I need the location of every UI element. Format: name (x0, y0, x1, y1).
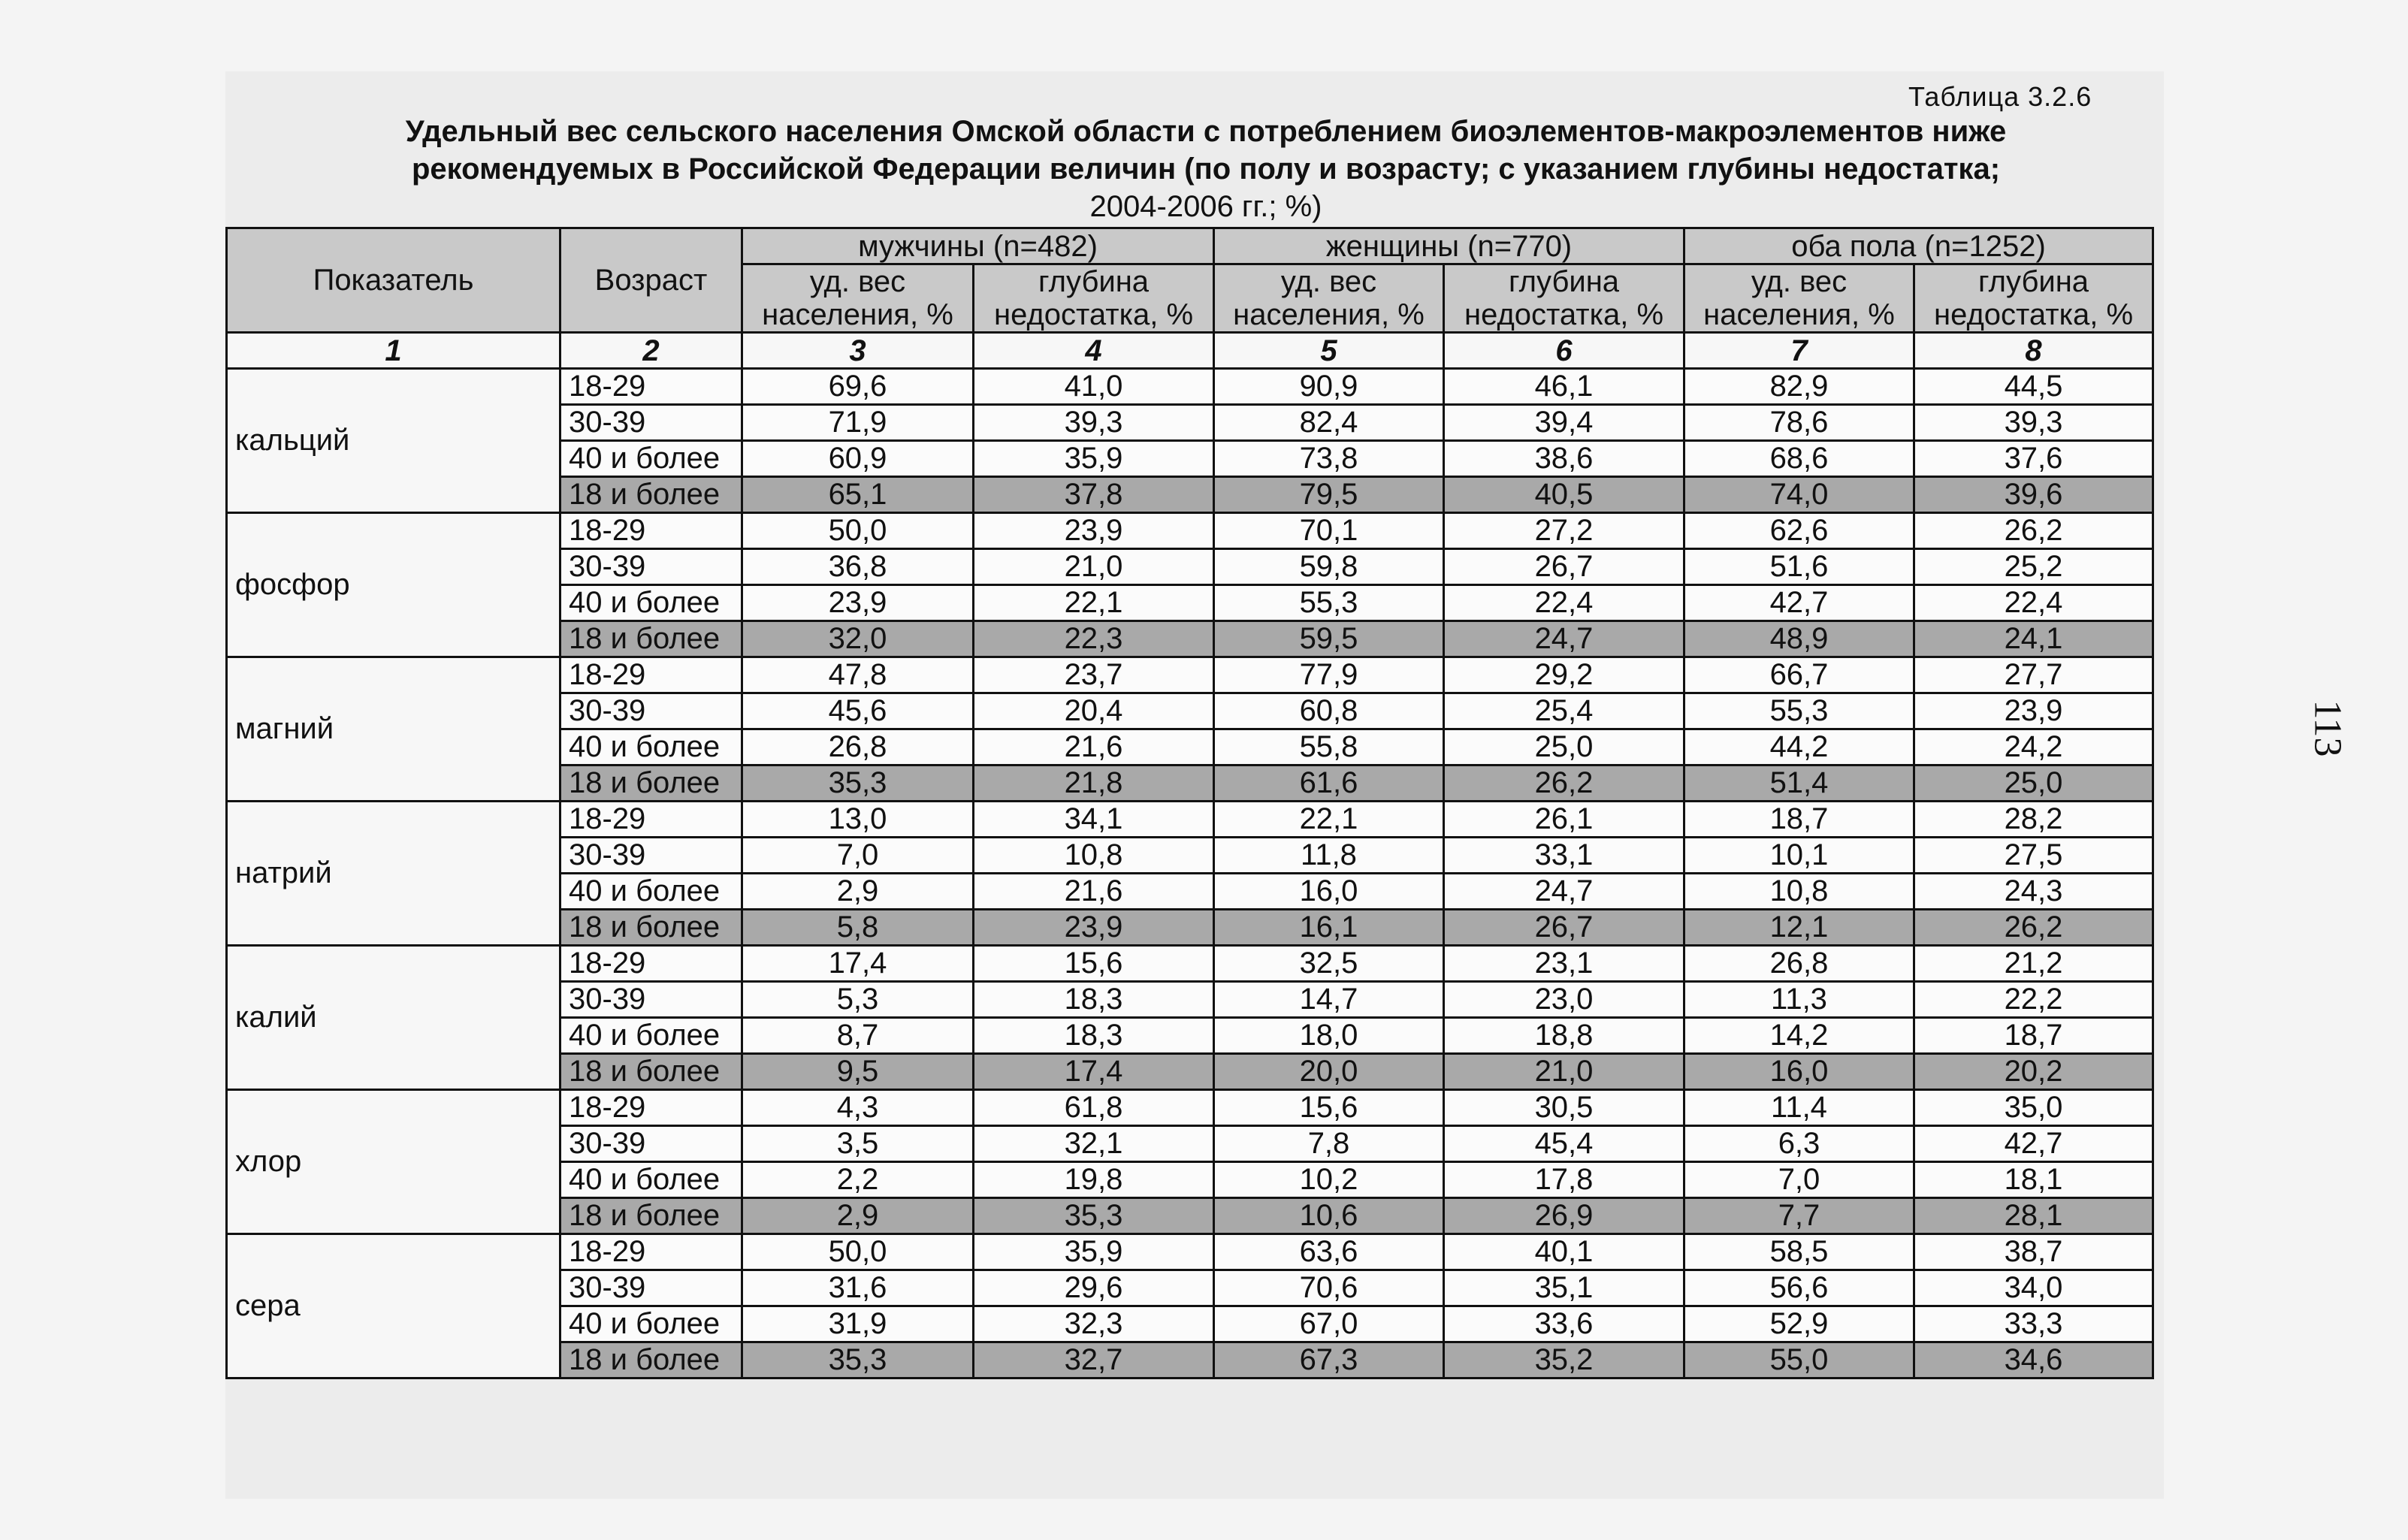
value-cell: 61,6 (1214, 765, 1444, 802)
value-cell: 22,1 (1214, 802, 1444, 838)
header-depth (1444, 264, 1684, 333)
value-cell: 11,8 (1214, 838, 1444, 874)
value-cell: 22,3 (974, 621, 1214, 657)
age-cell: 18 и более (560, 1198, 742, 1234)
value-cell: 33,1 (1444, 838, 1684, 874)
value-cell: 36,8 (742, 549, 974, 585)
value-cell: 65,1 (742, 477, 974, 513)
value-cell: 27,7 (1914, 657, 2153, 693)
value-cell: 11,3 (1684, 982, 1914, 1018)
age-cell: 18-29 (560, 369, 742, 405)
value-cell: 59,8 (1214, 549, 1444, 585)
header-share (742, 264, 974, 333)
value-cell: 23,0 (1444, 982, 1684, 1018)
value-cell: 5,3 (742, 982, 974, 1018)
header-group-men: мужчины (n=482) (742, 228, 1214, 264)
age-cell: 30-39 (560, 1270, 742, 1306)
age-cell: 30-39 (560, 693, 742, 729)
value-cell: 37,6 (1914, 441, 2153, 477)
header-share-l2: населения, % (1233, 298, 1425, 331)
value-cell: 25,0 (1914, 765, 2153, 802)
value-cell: 50,0 (742, 1234, 974, 1270)
value-cell: 22,2 (1914, 982, 2153, 1018)
age-cell: 30-39 (560, 1126, 742, 1162)
value-cell: 82,4 (1214, 405, 1444, 441)
value-cell: 16,1 (1214, 910, 1444, 946)
table-row (227, 1090, 2153, 1126)
value-cell: 23,9 (742, 585, 974, 621)
age-cell: 40 и более (560, 729, 742, 765)
value-cell: 24,3 (1914, 874, 2153, 910)
value-cell: 39,3 (1914, 405, 2153, 441)
age-cell: 40 и более (560, 1018, 742, 1054)
value-cell: 55,3 (1684, 693, 1914, 729)
age-cell: 30-39 (560, 982, 742, 1018)
value-cell: 27,2 (1444, 513, 1684, 549)
value-cell: 56,6 (1684, 1270, 1914, 1306)
value-cell: 7,8 (1214, 1126, 1444, 1162)
value-cell: 7,0 (742, 838, 974, 874)
value-cell: 2,2 (742, 1162, 974, 1198)
table-row (227, 946, 2153, 982)
value-cell: 18,1 (1914, 1162, 2153, 1198)
value-cell: 67,3 (1214, 1342, 1444, 1378)
table-row (227, 657, 2153, 693)
value-cell: 17,4 (974, 1054, 1214, 1090)
value-cell: 18,8 (1444, 1018, 1684, 1054)
value-cell: 28,1 (1914, 1198, 2153, 1234)
value-cell: 24,7 (1444, 621, 1684, 657)
value-cell: 7,0 (1684, 1162, 1914, 1198)
header-depth-l1: глубина (1977, 265, 2089, 298)
value-cell: 10,8 (974, 838, 1214, 874)
age-cell: 30-39 (560, 549, 742, 585)
column-number: 6 (1444, 333, 1684, 369)
age-cell: 18-29 (560, 1234, 742, 1270)
age-cell: 18-29 (560, 513, 742, 549)
value-cell: 7,7 (1684, 1198, 1914, 1234)
age-cell: 18-29 (560, 946, 742, 982)
value-cell: 67,0 (1214, 1306, 1444, 1342)
value-cell: 28,2 (1914, 802, 2153, 838)
value-cell: 13,0 (742, 802, 974, 838)
value-cell: 26,8 (742, 729, 974, 765)
value-cell: 37,8 (974, 477, 1214, 513)
value-cell: 25,0 (1444, 729, 1684, 765)
value-cell: 35,1 (1444, 1270, 1684, 1306)
indicator-cell: кальций (227, 369, 560, 513)
header-depth-l2: недостатка, % (1464, 298, 1664, 331)
value-cell: 10,1 (1684, 838, 1914, 874)
value-cell: 29,2 (1444, 657, 1684, 693)
value-cell: 41,0 (974, 369, 1214, 405)
value-cell: 60,9 (742, 441, 974, 477)
value-cell: 90,9 (1214, 369, 1444, 405)
header-share-l1: уд. вес (1280, 265, 1377, 298)
header-share (1214, 264, 1444, 333)
value-cell: 14,7 (1214, 982, 1444, 1018)
column-number: 1 (227, 333, 560, 369)
value-cell: 22,4 (1444, 585, 1684, 621)
value-cell: 15,6 (1214, 1090, 1444, 1126)
value-cell: 32,5 (1214, 946, 1444, 982)
value-cell: 8,7 (742, 1018, 974, 1054)
value-cell: 60,8 (1214, 693, 1444, 729)
age-cell: 18-29 (560, 802, 742, 838)
value-cell: 30,5 (1444, 1090, 1684, 1126)
column-number: 3 (742, 333, 974, 369)
header-depth-l1: глубина (1508, 265, 1620, 298)
header-group-both: оба пола (n=1252) (1684, 228, 2153, 264)
age-cell: 40 и более (560, 585, 742, 621)
value-cell: 51,6 (1684, 549, 1914, 585)
page-number: 113 (2306, 699, 2349, 757)
age-cell: 18-29 (560, 657, 742, 693)
value-cell: 35,2 (1444, 1342, 1684, 1378)
age-cell: 18 и более (560, 765, 742, 802)
indicator-cell: сера (227, 1234, 560, 1378)
value-cell: 17,4 (742, 946, 974, 982)
value-cell: 18,7 (1914, 1018, 2153, 1054)
value-cell: 71,9 (742, 405, 974, 441)
value-cell: 70,6 (1214, 1270, 1444, 1306)
value-cell: 18,7 (1684, 802, 1914, 838)
value-cell: 45,6 (742, 693, 974, 729)
value-cell: 2,9 (742, 874, 974, 910)
table-number: Таблица 3.2.6 (1908, 81, 2092, 112)
age-cell: 18 и более (560, 1054, 742, 1090)
value-cell: 63,6 (1214, 1234, 1444, 1270)
age-cell: 40 и более (560, 874, 742, 910)
value-cell: 58,5 (1684, 1234, 1914, 1270)
value-cell: 38,6 (1444, 441, 1684, 477)
column-number: 8 (1914, 333, 2153, 369)
value-cell: 33,6 (1444, 1306, 1684, 1342)
value-cell: 25,2 (1914, 549, 2153, 585)
indicator-cell: магний (227, 657, 560, 802)
macroelements-table (225, 227, 2154, 1379)
age-cell: 18 и более (560, 621, 742, 657)
value-cell: 9,5 (742, 1054, 974, 1090)
value-cell: 24,7 (1444, 874, 1684, 910)
header-share-l2: населения, % (1703, 298, 1895, 331)
value-cell: 35,0 (1914, 1090, 2153, 1126)
value-cell: 39,4 (1444, 405, 1684, 441)
header-depth (974, 264, 1214, 333)
value-cell: 62,6 (1684, 513, 1914, 549)
header-depth (1914, 264, 2153, 333)
value-cell: 26,2 (1444, 765, 1684, 802)
column-number: 7 (1684, 333, 1914, 369)
value-cell: 18,3 (974, 1018, 1214, 1054)
table-row (227, 369, 2153, 405)
value-cell: 24,2 (1914, 729, 2153, 765)
value-cell: 42,7 (1684, 585, 1914, 621)
header-indicator: Показатель (227, 228, 560, 333)
value-cell: 73,8 (1214, 441, 1444, 477)
value-cell: 34,0 (1914, 1270, 2153, 1306)
value-cell: 26,2 (1914, 910, 2153, 946)
value-cell: 25,4 (1444, 693, 1684, 729)
age-cell: 40 и более (560, 1162, 742, 1198)
table-caption (255, 113, 2156, 225)
value-cell: 21,8 (974, 765, 1214, 802)
value-cell: 4,3 (742, 1090, 974, 1126)
value-cell: 42,7 (1914, 1126, 2153, 1162)
value-cell: 18,3 (974, 982, 1214, 1018)
value-cell: 3,5 (742, 1126, 974, 1162)
value-cell: 20,4 (974, 693, 1214, 729)
value-cell: 26,8 (1684, 946, 1914, 982)
value-cell: 10,8 (1684, 874, 1914, 910)
value-cell: 55,0 (1684, 1342, 1914, 1378)
table-row (227, 513, 2153, 549)
value-cell: 52,9 (1684, 1306, 1914, 1342)
value-cell: 16,0 (1214, 874, 1444, 910)
value-cell: 23,1 (1444, 946, 1684, 982)
value-cell: 48,9 (1684, 621, 1914, 657)
value-cell: 10,2 (1214, 1162, 1444, 1198)
value-cell: 35,9 (974, 441, 1214, 477)
value-cell: 47,8 (742, 657, 974, 693)
value-cell: 17,8 (1444, 1162, 1684, 1198)
value-cell: 59,5 (1214, 621, 1444, 657)
header-group-women: женщины (n=770) (1214, 228, 1684, 264)
value-cell: 61,8 (974, 1090, 1214, 1126)
header-depth-l2: недостатка, % (993, 298, 1194, 331)
value-cell: 74,0 (1684, 477, 1914, 513)
value-cell: 33,3 (1914, 1306, 2153, 1342)
value-cell: 26,2 (1914, 513, 2153, 549)
value-cell: 21,2 (1914, 946, 2153, 982)
value-cell: 23,9 (974, 513, 1214, 549)
value-cell: 77,9 (1214, 657, 1444, 693)
value-cell: 22,4 (1914, 585, 2153, 621)
value-cell: 55,8 (1214, 729, 1444, 765)
value-cell: 44,2 (1684, 729, 1914, 765)
value-cell: 24,1 (1914, 621, 2153, 657)
value-cell: 18,0 (1214, 1018, 1444, 1054)
age-cell: 18 и более (560, 910, 742, 946)
column-number: 5 (1214, 333, 1444, 369)
column-number: 4 (974, 333, 1214, 369)
value-cell: 39,3 (974, 405, 1214, 441)
value-cell: 32,1 (974, 1126, 1214, 1162)
table-row (227, 802, 2153, 838)
value-cell: 70,1 (1214, 513, 1444, 549)
age-cell: 40 и более (560, 441, 742, 477)
table-row (227, 1234, 2153, 1270)
value-cell: 19,8 (974, 1162, 1214, 1198)
age-cell: 18 и более (560, 477, 742, 513)
indicator-cell: натрий (227, 802, 560, 946)
header-share-l1: уд. вес (1751, 265, 1848, 298)
value-cell: 10,6 (1214, 1198, 1444, 1234)
value-cell: 14,2 (1684, 1018, 1914, 1054)
value-cell: 20,0 (1214, 1054, 1444, 1090)
indicator-cell: калий (227, 946, 560, 1090)
value-cell: 82,9 (1684, 369, 1914, 405)
value-cell: 32,0 (742, 621, 974, 657)
value-cell: 21,6 (974, 874, 1214, 910)
table-body (227, 369, 2153, 1378)
caption-line-3: 2004-2006 гг.; %) (1089, 190, 1322, 223)
value-cell: 22,1 (974, 585, 1214, 621)
value-cell: 46,1 (1444, 369, 1684, 405)
caption-line-2: рекомендуемых в Российской Федерации величин (по полу и возрасту; с указанием глубины недостатка; (411, 152, 2001, 186)
value-cell: 35,3 (742, 765, 974, 802)
value-cell: 21,6 (974, 729, 1214, 765)
value-cell: 35,3 (974, 1198, 1214, 1234)
value-cell: 79,5 (1214, 477, 1444, 513)
value-cell: 20,2 (1914, 1054, 2153, 1090)
value-cell: 15,6 (974, 946, 1214, 982)
value-cell: 26,9 (1444, 1198, 1684, 1234)
value-cell: 55,3 (1214, 585, 1444, 621)
header-share (1684, 264, 1914, 333)
value-cell: 35,3 (742, 1342, 974, 1378)
value-cell: 50,0 (742, 513, 974, 549)
value-cell: 78,6 (1684, 405, 1914, 441)
value-cell: 11,4 (1684, 1090, 1914, 1126)
value-cell: 35,9 (974, 1234, 1214, 1270)
value-cell: 68,6 (1684, 441, 1914, 477)
value-cell: 32,7 (974, 1342, 1214, 1378)
value-cell: 39,6 (1914, 477, 2153, 513)
age-cell: 18 и более (560, 1342, 742, 1378)
caption-line-1: Удельный вес сельского населения Омской области с потреблением биоэлементов-макроэлементов ниже (405, 115, 2007, 148)
value-cell: 27,5 (1914, 838, 2153, 874)
value-cell: 6,3 (1684, 1126, 1914, 1162)
value-cell: 16,0 (1684, 1054, 1914, 1090)
value-cell: 2,9 (742, 1198, 974, 1234)
value-cell: 12,1 (1684, 910, 1914, 946)
header-depth-l1: глубина (1038, 265, 1150, 298)
value-cell: 21,0 (974, 549, 1214, 585)
value-cell: 44,5 (1914, 369, 2153, 405)
value-cell: 5,8 (742, 910, 974, 946)
value-cell: 32,3 (974, 1306, 1214, 1342)
value-cell: 23,9 (1914, 693, 2153, 729)
header-age: Возраст (560, 228, 742, 333)
value-cell: 34,6 (1914, 1342, 2153, 1378)
value-cell: 38,7 (1914, 1234, 2153, 1270)
header-share-l2: населения, % (762, 298, 953, 331)
value-cell: 69,6 (742, 369, 974, 405)
value-cell: 40,1 (1444, 1234, 1684, 1270)
value-cell: 26,1 (1444, 802, 1684, 838)
value-cell: 51,4 (1684, 765, 1914, 802)
value-cell: 66,7 (1684, 657, 1914, 693)
header-share-l1: уд. вес (809, 265, 906, 298)
value-cell: 45,4 (1444, 1126, 1684, 1162)
indicator-cell: фосфор (227, 513, 560, 657)
age-cell: 30-39 (560, 838, 742, 874)
age-cell: 18-29 (560, 1090, 742, 1126)
age-cell: 30-39 (560, 405, 742, 441)
value-cell: 23,9 (974, 910, 1214, 946)
value-cell: 26,7 (1444, 910, 1684, 946)
value-cell: 21,0 (1444, 1054, 1684, 1090)
value-cell: 34,1 (974, 802, 1214, 838)
value-cell: 31,6 (742, 1270, 974, 1306)
header-depth-l2: недостатка, % (1933, 298, 2134, 331)
value-cell: 31,9 (742, 1306, 974, 1342)
age-cell: 40 и более (560, 1306, 742, 1342)
column-number: 2 (560, 333, 742, 369)
value-cell: 29,6 (974, 1270, 1214, 1306)
indicator-cell: хлор (227, 1090, 560, 1234)
value-cell: 23,7 (974, 657, 1214, 693)
value-cell: 26,7 (1444, 549, 1684, 585)
value-cell: 40,5 (1444, 477, 1684, 513)
